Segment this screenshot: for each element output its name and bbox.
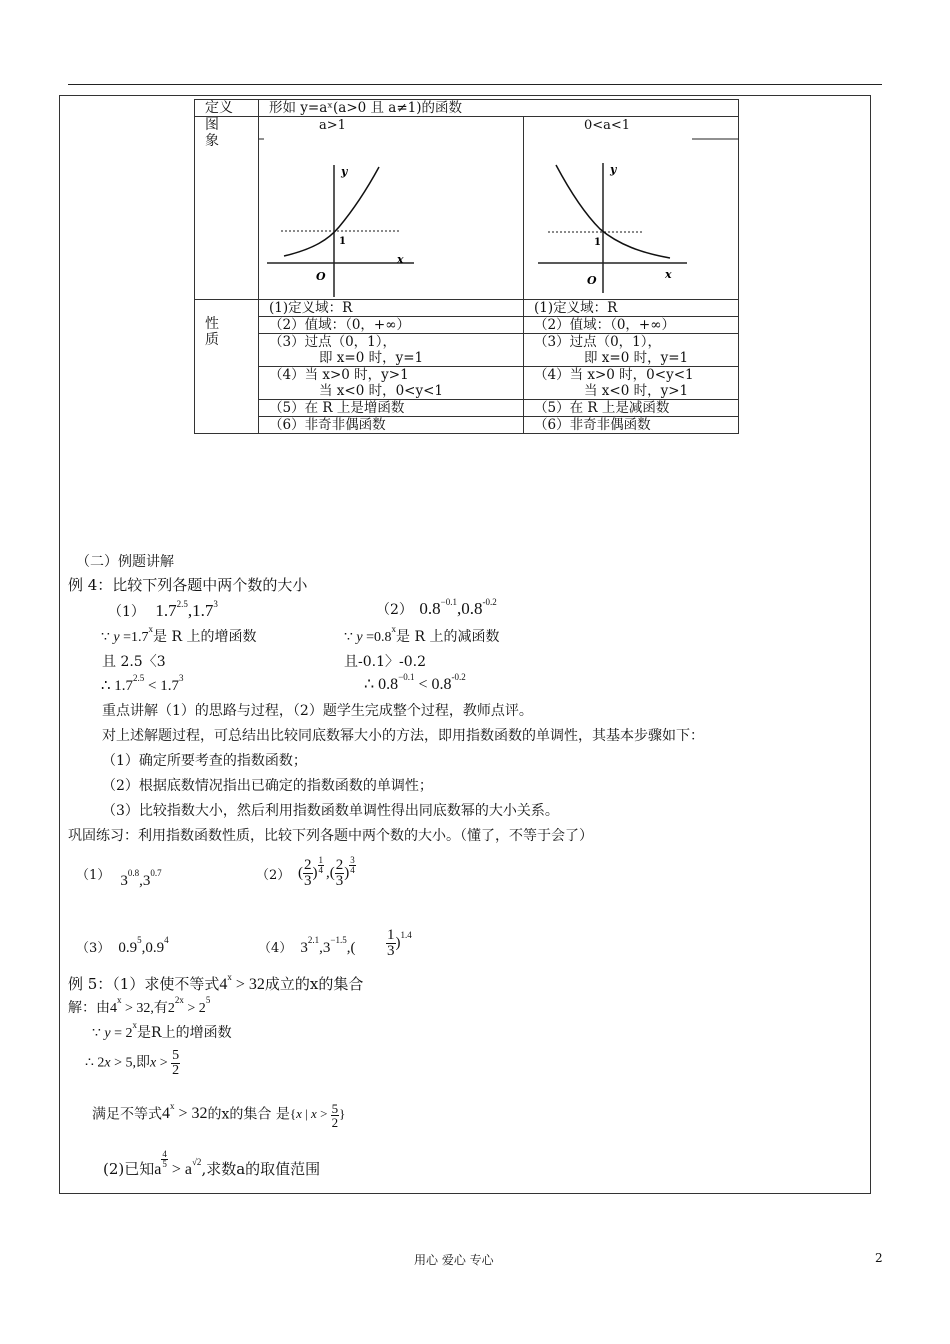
- ex4-compare-1: 且 2.5〈3: [102, 654, 166, 670]
- solution-mono: ∵ $y = 2^x$是R上的增函数: [92, 1020, 232, 1041]
- property-row: [195, 317, 739, 334]
- case-a-greater-1: a>1: [319, 118, 346, 133]
- left-fixed-point: （3）过点（0，1）， 即 x=0 时，y=1: [259, 334, 524, 367]
- right-monotonicity: （5）在 R 上是减函数: [524, 400, 739, 417]
- right-sign-cases: （4）当 x>0 时，0<y<1 当 x<0 时，y>1: [524, 367, 739, 400]
- practice-title: 巩固练习：利用指数函数性质，比较下列各题中两个数的大小。（懂了，不等于会了）: [68, 828, 593, 844]
- property-row: [195, 400, 739, 417]
- svg-text:1: 1: [339, 236, 346, 247]
- svg-text:1: 1: [594, 237, 601, 248]
- properties-label: 性 质: [195, 300, 259, 434]
- definition-label: 定义: [195, 100, 259, 117]
- graph-decreasing-cell: [524, 117, 739, 300]
- definition-row: [195, 100, 739, 117]
- svg-text:y: y: [341, 165, 348, 178]
- left-monotonicity: （5）在 R 上是增函数: [259, 400, 524, 417]
- solution-therefore: ∴ 2x > 5,即x > $\frac{5}{2}$: [85, 1048, 180, 1078]
- practice-2: （2）: [256, 868, 291, 883]
- property-row: [195, 367, 739, 400]
- example-4-title: 例 4：比较下列各题中两个数的大小: [68, 576, 308, 594]
- decreasing-graph: [524, 117, 739, 299]
- left-domain: (1)定义域：R: [259, 300, 524, 317]
- ex4-q2: （2） $0.8^{-0.1},0.8^{-0.2}$: [376, 597, 497, 618]
- case-a-less-1: 0<a<1: [584, 118, 631, 133]
- practice-3: （3） $0.9^5,0.9^4$: [76, 935, 169, 956]
- ex4-result-1: ∴ $1.7^{2.5} < 1.7^3$: [101, 673, 184, 694]
- solution-step-1: 解：由$4^x > 32$,有$2^{2x} > 2^5$: [68, 995, 211, 1016]
- example-5-title: 例 5：（1）求使不等式$4^x > 32$成立的x的集合: [68, 972, 364, 993]
- svg-text:x: x: [665, 268, 672, 281]
- graph-row: [195, 117, 739, 300]
- increasing-graph: [259, 117, 524, 299]
- right-fixed-point: （3）过点（0，1）， 即 x=0 时，y=1: [524, 334, 739, 367]
- right-range: （2）值域：（0，+∞）: [524, 317, 739, 334]
- right-domain: (1)定义域：R: [524, 300, 739, 317]
- example-5-q2: (2)已知a $\frac{4}{5}$ > $a^{√2}$,求数a的取值范围: [103, 1149, 321, 1178]
- ex4-mono-1: ∵ $y =1.7^x$是 R 上的增函数: [101, 624, 257, 645]
- graph-label: 图 象: [195, 117, 259, 300]
- practice-1: （1） $3^{0.8},3^{0.7}$: [76, 868, 162, 889]
- method-summary: 对上述解题过程，可总结出比较同底数幂大小的方法，即用指数函数的单调性，其基本步骤如下：: [102, 728, 704, 744]
- footer-slogan: 用心 爱心 专心: [414, 1253, 494, 1267]
- property-row: [195, 417, 739, 434]
- graph-increasing-cell: [259, 117, 524, 300]
- ex4-mono-2: ∵ $y =0.8^x$是 R 上的减函数: [344, 624, 500, 645]
- step-2: （2）根据底数情况指出已确定的指数函数的单调性；: [102, 778, 433, 794]
- header-rule: [68, 84, 882, 85]
- svg-text:y: y: [610, 163, 617, 176]
- exponential-function-table: [194, 99, 739, 434]
- property-row: [195, 300, 739, 317]
- practice-4: （4） $3^{2.1},3^{-1.5}$,(: [258, 935, 356, 956]
- section-heading: （二）例题讲解: [76, 554, 174, 570]
- ex4-compare-2: 且-0.1〉-0.2: [344, 654, 426, 670]
- svg-text:O: O: [587, 274, 597, 287]
- left-sign-cases: （4）当 x>0 时，y>1 当 x<0 时，0<y<1: [259, 367, 524, 400]
- ex4-result-2: ∴ $0.8^{-0.1} < 0.8^{-0.2}$: [364, 672, 466, 693]
- solution-set: 满足不等式$4^x > 32$的x的集合 是{x | x > $\frac{5}{2}$ }: [92, 1101, 346, 1130]
- step-3: （3）比较指数大小，然后利用指数函数单调性得出同底数幂的大小关系。: [102, 803, 559, 819]
- left-range: （2）值域：（0，+∞）: [259, 317, 524, 334]
- property-row: [195, 334, 739, 367]
- lecture-note: 重点讲解（1）的思路与过程，（2）题学生完成整个过程，教师点评。: [102, 703, 533, 719]
- svg-text:O: O: [316, 270, 326, 283]
- practice-2-expr: ( $\frac{2}{3}$ ) $\frac{1}{4}$ ,( $\frac{2}{3}$ ) $\frac{3}{4}$: [298, 855, 355, 889]
- definition-text: 形如 y=aˣ(a>0 且 a≠1)的函数: [259, 100, 739, 117]
- right-parity: （6）非奇非偶函数: [524, 417, 739, 434]
- step-1: （1）确定所要考查的指数函数；: [102, 753, 307, 769]
- practice-4-frac: $\frac{1}{3}$ )$^{1.4}$: [387, 927, 412, 959]
- left-parity: （6）非奇非偶函数: [259, 417, 524, 434]
- page-number: 2: [875, 1251, 883, 1265]
- ex4-q1: （1） $1.7^{2.5},1.7^3$: [108, 599, 218, 620]
- svg-text:x: x: [397, 253, 404, 266]
